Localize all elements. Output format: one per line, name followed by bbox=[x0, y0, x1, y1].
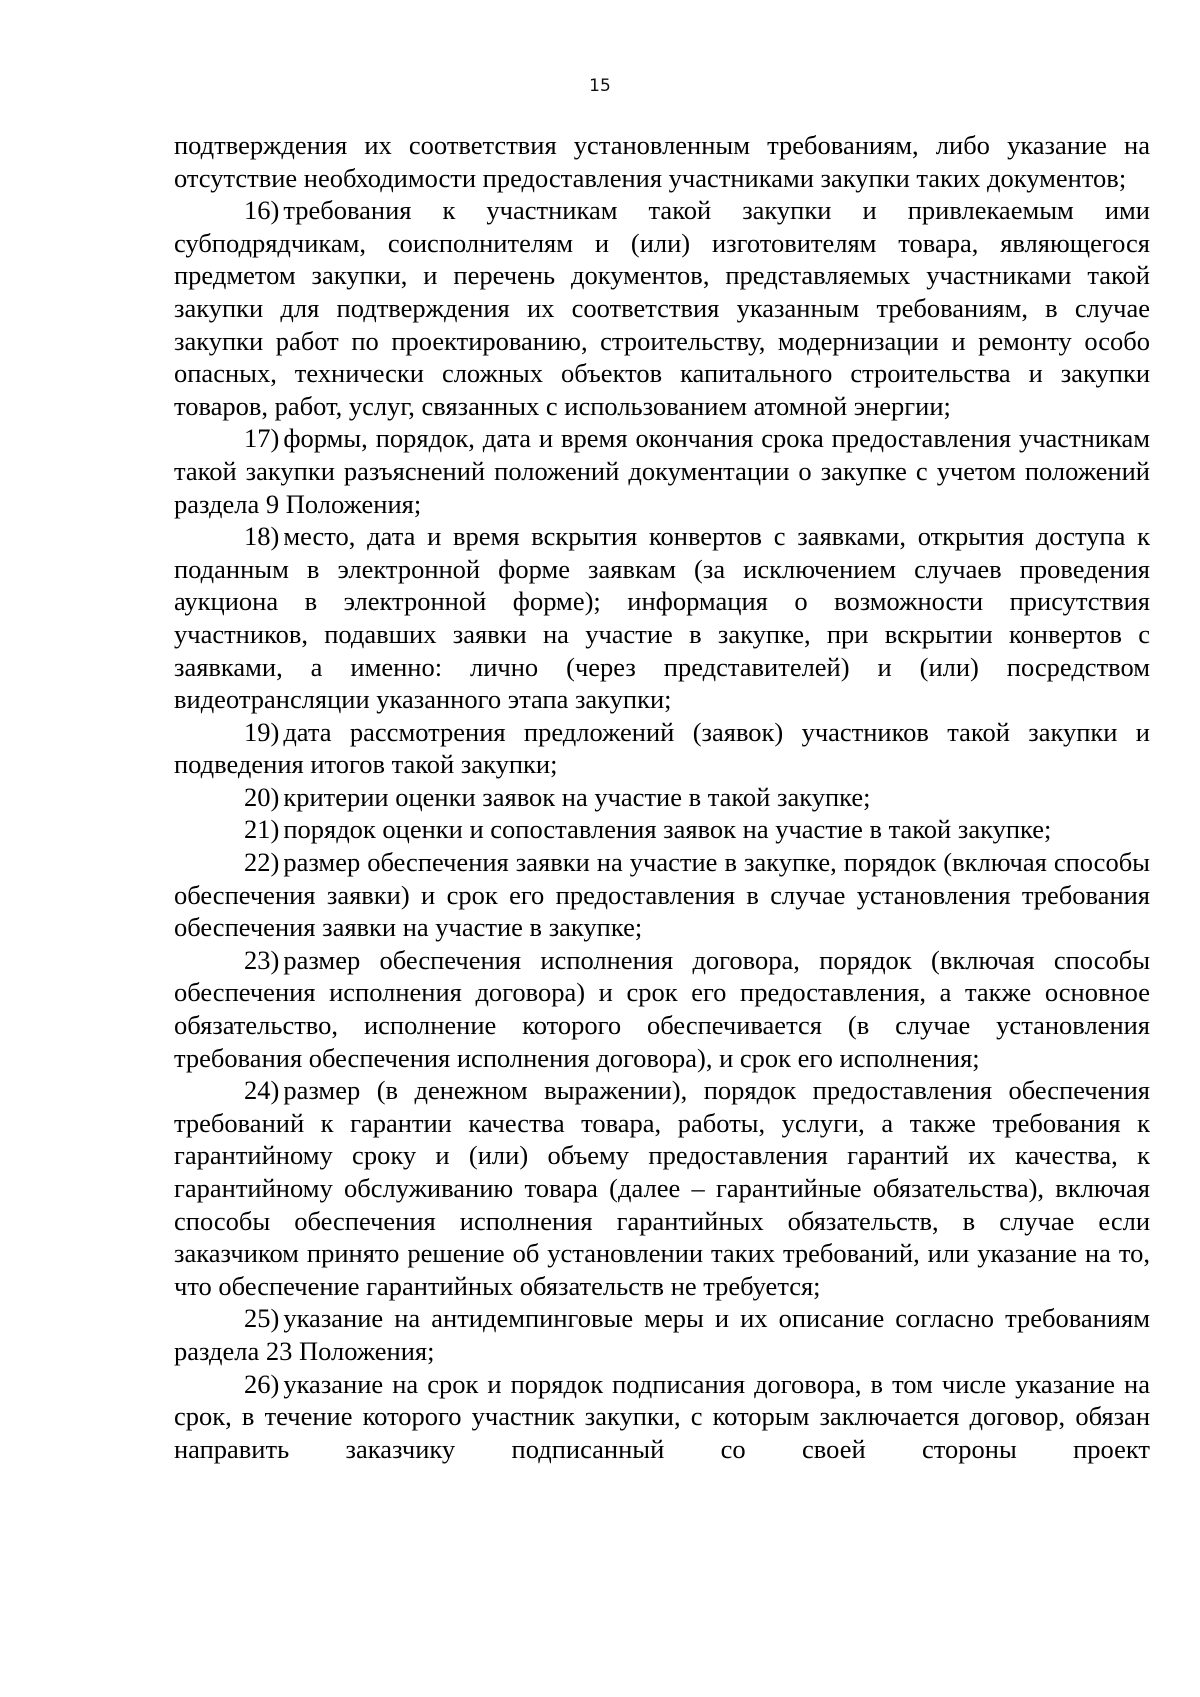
item-text: размер обеспечения заявки на участие в закупке, порядок (включая способы обеспечения заявки) и срок его предоставления в случае установления требования обеспечения заявки на участие в закупке; bbox=[174, 847, 1150, 943]
item-number: 25) bbox=[244, 1303, 280, 1334]
item-text: размер обеспечения исполнения договора, порядок (включая способы обеспечения исполнения договора) и срок его предоставления, а также основное обязательство, исполнение которого обеспечивается (в случае установления требования обеспечения исполнения договора), и срок его исполнения; bbox=[174, 944, 1150, 1073]
item-number: 22) bbox=[244, 847, 280, 878]
item-number: 26) bbox=[244, 1368, 280, 1399]
item-text: формы, порядок, дата и время окончания срока предоставления участникам такой закупки разъяснений положений документации о закупке с учетом положений раздела 9 Положения; bbox=[174, 423, 1150, 519]
item-number: 20) bbox=[244, 781, 280, 812]
list-item-24 bbox=[174, 1074, 1150, 1302]
item-number: 17) bbox=[244, 423, 280, 454]
item-text: место, дата и время вскрытия конвертов с заявками, открытия доступа к поданным в электронной форме заявкам (за исключением случаев проведения аукциона в электронной форме); информация о возможности присутствия участников, подавших заявки на участие в закупке, при вскрытии конвертов с заявками, а именно: лично (через представителей) и (или) посредством видеотрансляции указанного этапа закупки; bbox=[174, 521, 1150, 715]
item-text: указание на антидемпинговые меры и их описание согласно требованиям раздела 23 Положения; bbox=[174, 1303, 1150, 1366]
list-item-23 bbox=[174, 944, 1150, 1074]
paragraph-text: подтверждения их соответствия установленным требованиям, либо указание на отсутствие необходимости предоставления участниками закупки таких документов; bbox=[174, 130, 1150, 193]
item-text: требования к участникам такой закупки и привлекаемым ими субподрядчикам, соисполнителям и (или) изготовителям товара, являющегося предметом закупки, и перечень документов, представляемых участниками такой закупки для подтверждения их соответствия указанным требованиям, в случае закупки работ по проектированию, строительству, модернизации и ремонту особо опасных, технически сложных объектов капитального строительства и закупки товаров, работ, услуг, связанных с использованием атомной энергии; bbox=[174, 195, 1150, 421]
item-text: критерии оценки заявок на участие в такой закупке; bbox=[283, 781, 871, 812]
paragraph-continuation bbox=[174, 129, 1150, 194]
item-number: 23) bbox=[244, 944, 280, 975]
list-item-17 bbox=[174, 422, 1150, 520]
list-item-16 bbox=[174, 194, 1150, 422]
item-number: 19) bbox=[244, 716, 280, 747]
item-number: 24) bbox=[244, 1075, 280, 1106]
page-number: 15 bbox=[589, 76, 611, 96]
list-item-25 bbox=[174, 1302, 1150, 1367]
item-number: 18) bbox=[244, 521, 280, 552]
item-number: 21) bbox=[244, 814, 280, 845]
list-item-22 bbox=[174, 846, 1150, 944]
list-item-21 bbox=[174, 813, 1150, 846]
item-text: размер (в денежном выражении), порядок предоставления обеспечения требований к гарантии качества товара, работы, услуги, а также требования к гарантийному сроку и (или) объему предоставления гарантий их качества, к гарантийному обслуживанию товара (далее – гарантийные обязательства), включая способы обеспечения исполнения гарантийных обязательств, в случае если заказчиком принято решение об установлении таких требований, или указание на то, что обеспечение гарантийных обязательств не требуется; bbox=[174, 1075, 1150, 1301]
item-text: порядок оценки и сопоставления заявок на участие в такой закупке; bbox=[283, 814, 1052, 845]
item-number: 16) bbox=[244, 195, 280, 226]
item-text: указание на срок и порядок подписания договора, в том числе указание на срок, в течение которого участник закупки, с которым заключается договор, обязан направить заказчику подписанный со своей стороны проект bbox=[174, 1368, 1150, 1464]
item-text: дата рассмотрения предложений (заявок) участников такой закупки и подведения итогов такой закупки; bbox=[174, 716, 1150, 780]
list-item-19 bbox=[174, 716, 1150, 781]
list-item-26 bbox=[174, 1368, 1150, 1466]
document-body bbox=[174, 129, 1150, 1465]
list-item-18 bbox=[174, 520, 1150, 716]
list-item-20 bbox=[174, 781, 1150, 814]
